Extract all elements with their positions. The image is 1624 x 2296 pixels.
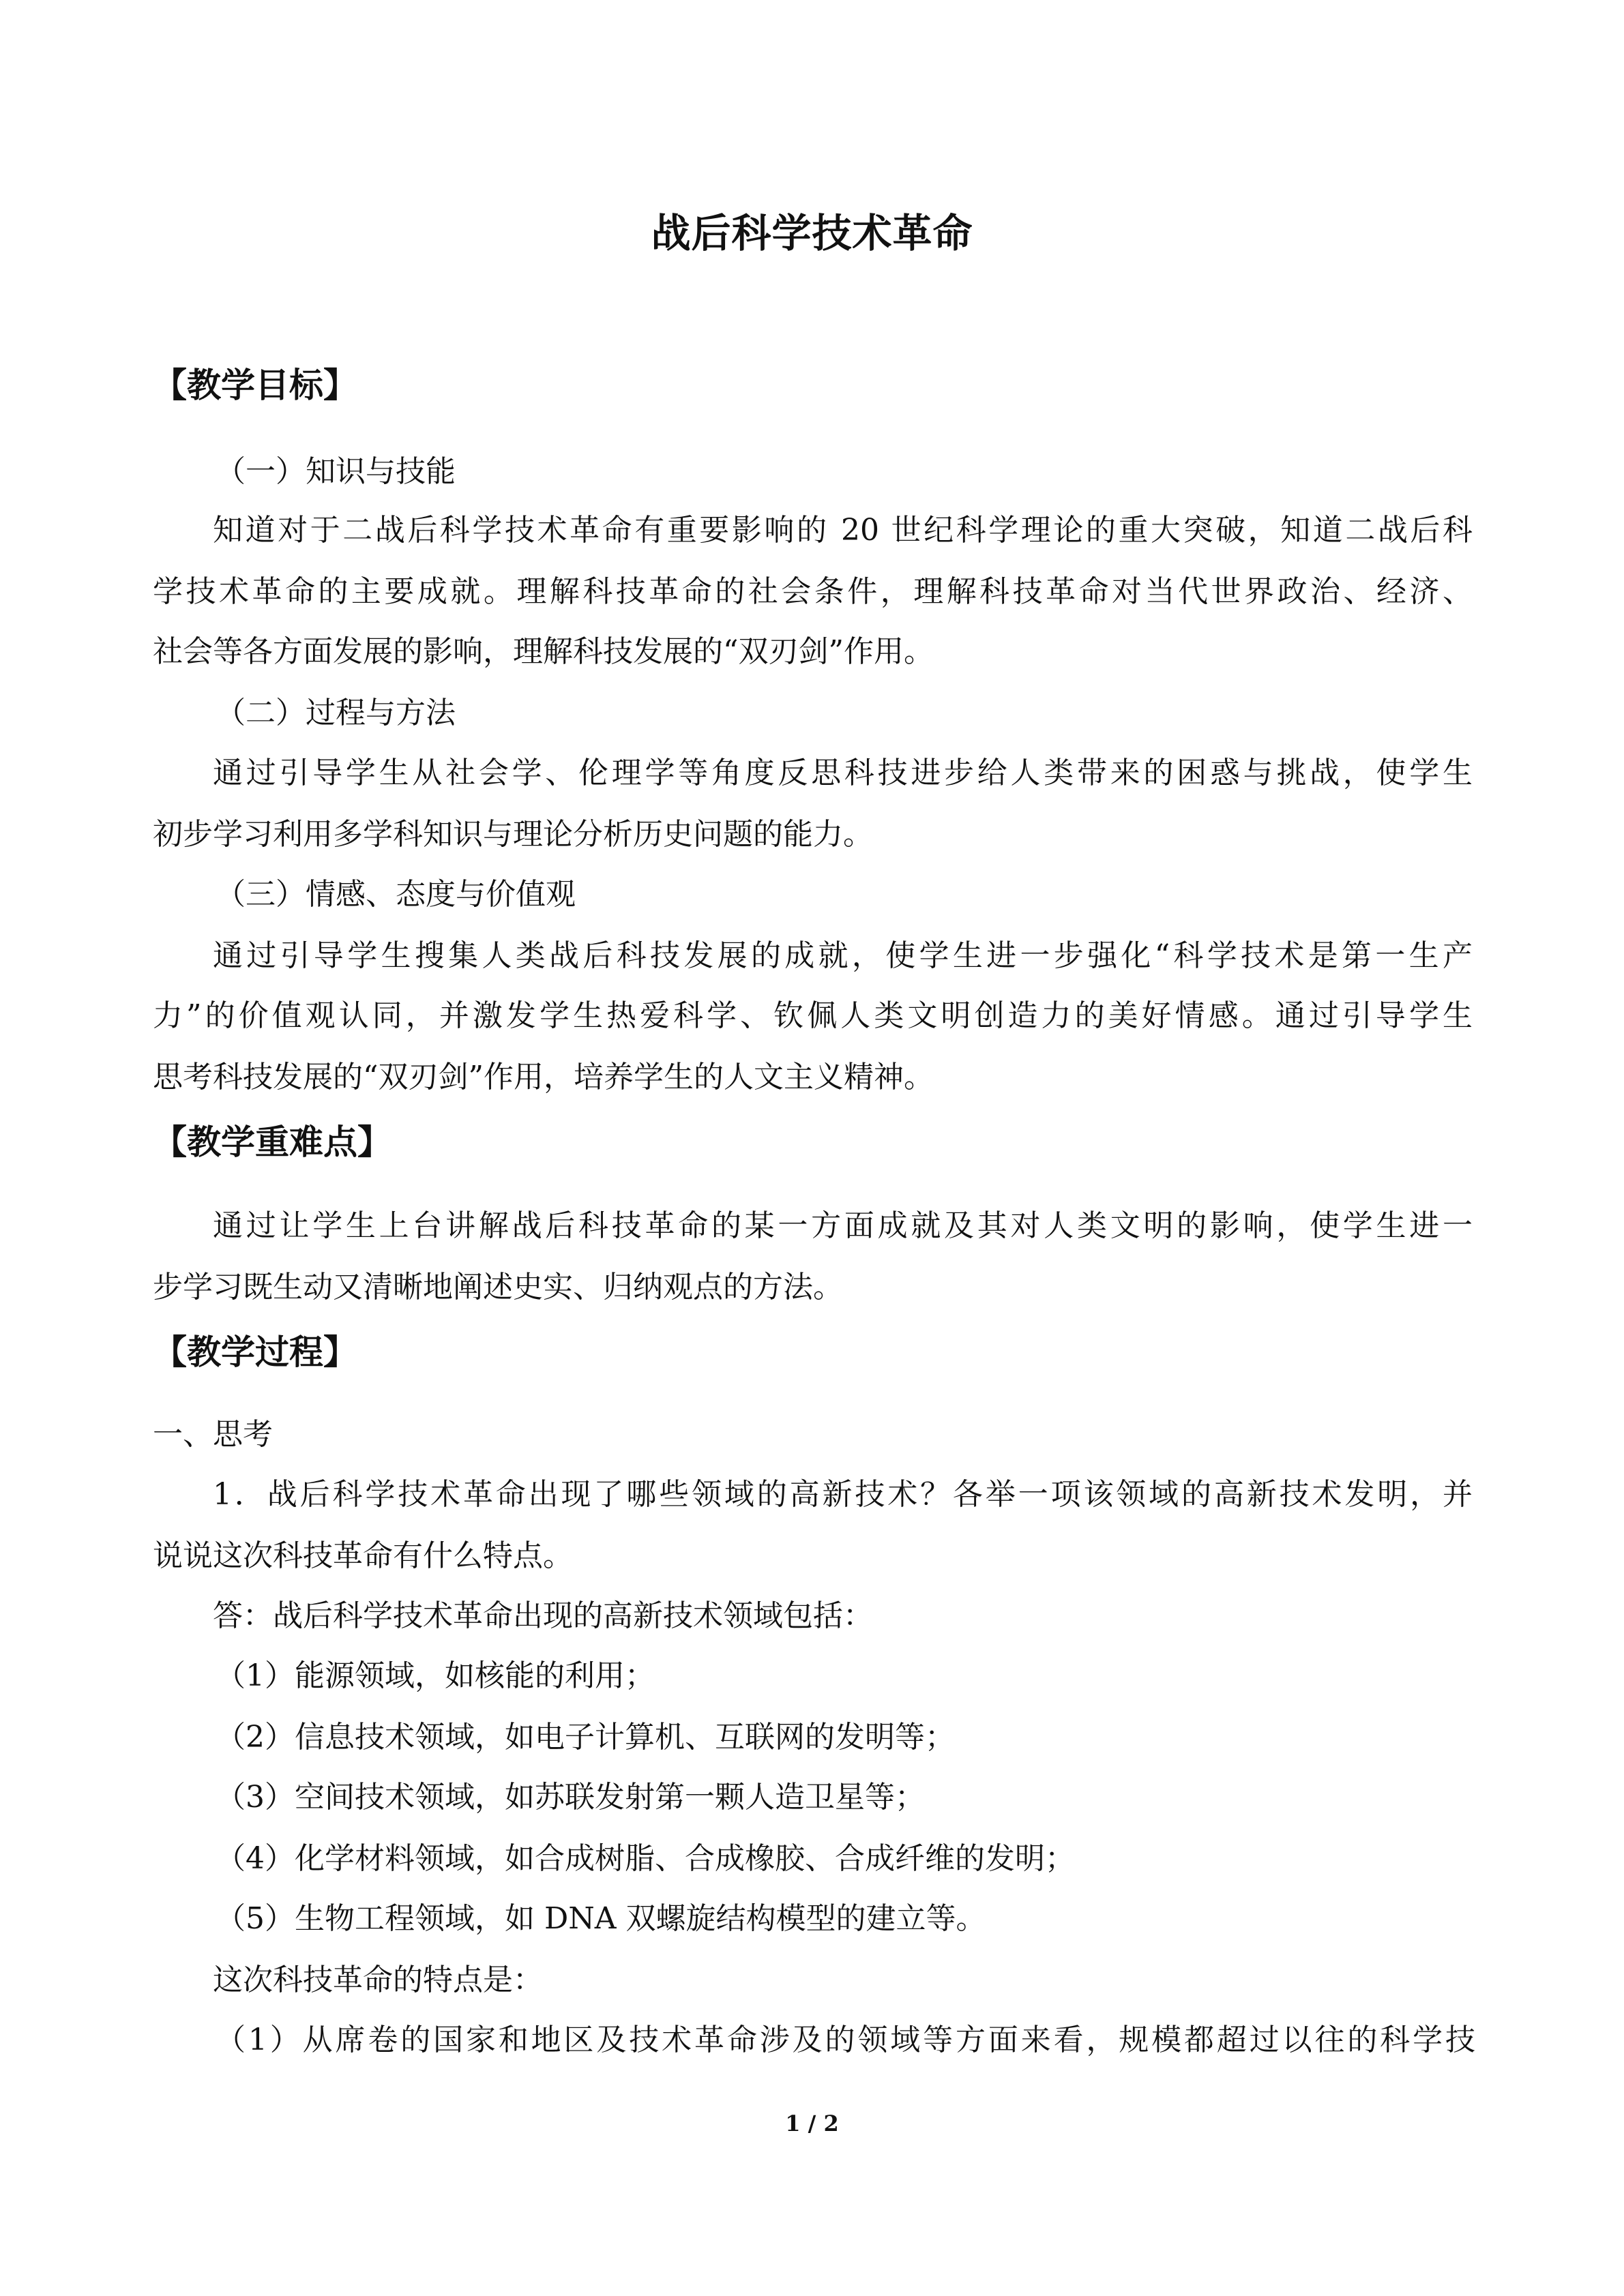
page-number: 1 / 2: [785, 2111, 839, 2136]
list-item: （1）从席卷的国家和地区及技术革命涉及的领域等方面来看，规模都超过以往的科学技: [216, 2023, 1475, 2057]
section-heading-key-points: 【教学重难点】: [153, 1122, 392, 1162]
list-item: （4）化学材料领域，如合成树脂、合成橡胶、合成纤维的发明；: [216, 1841, 1075, 1876]
list-item: （5）生物工程领域，如 DNA 双螺旋结构模型的建立等。: [216, 1901, 986, 1936]
document-title: 战后科学技术革命: [651, 210, 973, 256]
section-heading-objectives: 【教学目标】: [153, 366, 357, 405]
section-heading-process: 【教学过程】: [153, 1332, 357, 1372]
paragraph-line: 学技术革命的主要成就。理解科技革命的社会条件，理解科技革命对当代世界政治、经济、: [153, 574, 1473, 609]
paragraph-line: 通过让学生上台讲解战后科技革命的某一方面成就及其对人类文明的影响，使学生进一: [213, 1208, 1473, 1243]
subheading-knowledge-skills: （一）知识与技能: [216, 454, 456, 489]
paragraph-line: 通过引导学生搜集人类战后科技发展的成就，使学生进一步强化“科学技术是第一生产: [213, 938, 1473, 973]
part-heading-think: 一、思考: [153, 1417, 273, 1452]
question-line: 说说这次科技革命有什么特点。: [153, 1538, 573, 1573]
paragraph-line: 知道对于二战后科学技术革命有重要影响的 20 世纪科学理论的重大突破，知道二战后科: [213, 513, 1473, 548]
list-item: （3）空间技术领域，如苏联发射第一颗人造卫星等；: [216, 1780, 925, 1815]
list-item: （1）能源领域，如核能的利用；: [216, 1658, 655, 1693]
list-item: （2）信息技术领域，如电子计算机、互联网的发明等；: [216, 1720, 955, 1755]
answer-intro: 答：战后科学技术革命出现的高新技术领域包括：: [213, 1598, 873, 1633]
features-intro: 这次科技革命的特点是：: [213, 1963, 543, 1997]
subheading-emotion-values: （三）情感、态度与价值观: [216, 877, 576, 912]
paragraph-line: 通过引导学生从社会学、伦理学等角度反思科技进步给人类带来的困惑与挑战，使学生: [213, 756, 1473, 790]
paragraph-line: 步学习既生动又清晰地阐述史实、归纳观点的方法。: [153, 1270, 843, 1304]
paragraph-line: 思考科技发展的“双刃剑”作用，培养学生的人文主义精神。: [153, 1060, 934, 1094]
paragraph-line: 力”的价值观认同，并激发学生热爱科学、钦佩人类文明创造力的美好情感。通过引导学生: [153, 998, 1473, 1033]
paragraph-line: 社会等各方面发展的影响，理解科技发展的“双刃剑”作用。: [153, 634, 934, 669]
paragraph-line: 初步学习利用多学科知识与理论分析历史问题的能力。: [153, 817, 873, 852]
question-line: 1．战后科学技术革命出现了哪些领域的高新技术？各举一项该领域的高新技术发明，并: [213, 1477, 1473, 1512]
subheading-process-methods: （二）过程与方法: [216, 696, 456, 730]
